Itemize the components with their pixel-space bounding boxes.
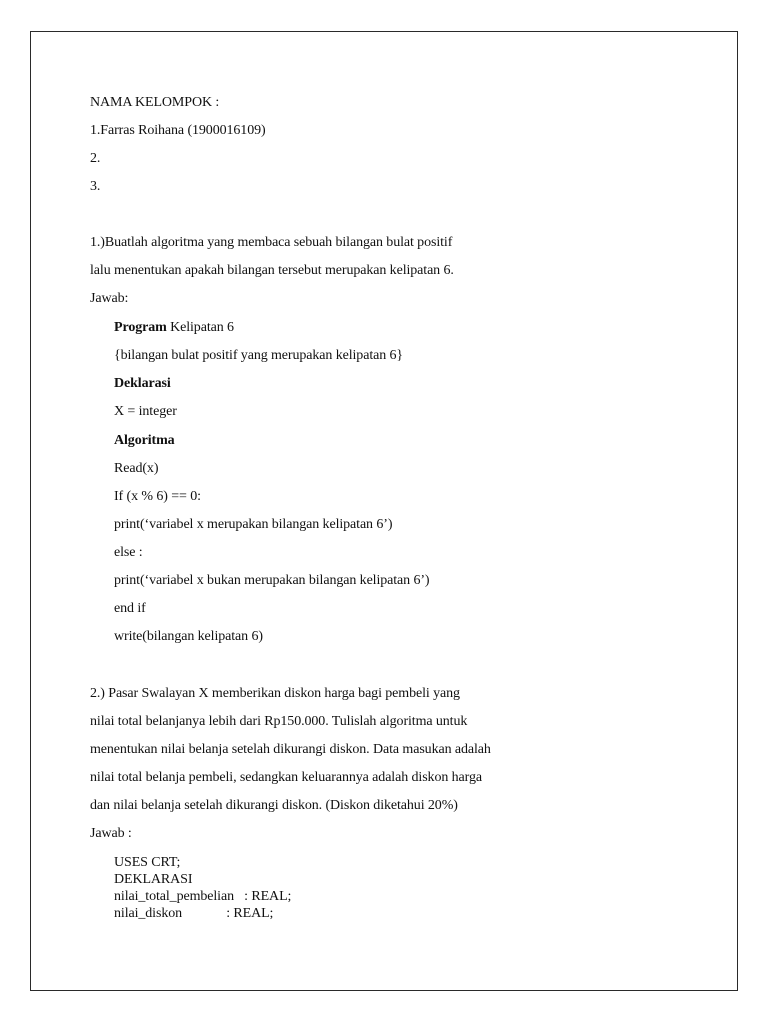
program-name: Kelipatan 6: [166, 320, 234, 335]
q1-code-line-4: else :: [114, 545, 143, 560]
q2-question-line-1: 2.) Pasar Swalayan X memberikan diskon harga bagi pembeli yang: [90, 686, 460, 701]
q1-code-line-5: print(‘variabel x bukan merupakan bilangan kelipatan 6’): [114, 573, 430, 588]
q1-program-line: [114, 319, 234, 337]
q2-question-line-5: dan nilai belanja setelah dikurangi diskon. (Diskon diketahui 20%): [90, 798, 458, 813]
q1-algoritma-heading: Algoritma: [114, 433, 175, 448]
member-2: 2.: [90, 151, 101, 166]
q1-question-line-2: lalu menentukan apakah bilangan tersebut merupakan kelipatan 6.: [90, 263, 454, 278]
q2-code-line-4: nilai_diskon : REAL;: [114, 906, 274, 921]
q1-answer-label: Jawab:: [90, 291, 129, 306]
q2-code-line-3: nilai_total_pembelian : REAL;: [114, 889, 292, 904]
document-page: [30, 31, 738, 991]
q1-deklarasi-heading: Deklarasi: [114, 376, 171, 391]
q2-question-line-2: nilai total belanjanya lebih dari Rp150.000. Tulislah algoritma untuk: [90, 714, 468, 729]
q2-code-line-1: USES CRT;: [114, 855, 181, 870]
q2-code-line-2: DEKLARASI: [114, 872, 193, 887]
q2-question-line-4: nilai total belanja pembeli, sedangkan keluarannya adalah diskon harga: [90, 770, 482, 785]
q1-code-line-3: print(‘variabel x merupakan bilangan kelipatan 6’): [114, 517, 393, 532]
member-3: 3.: [90, 179, 101, 194]
q1-declaration: X = integer: [114, 404, 177, 419]
q1-code-line-2: If (x % 6) == 0:: [114, 489, 201, 504]
q2-question-line-3: menentukan nilai belanja setelah dikurangi diskon. Data masukan adalah: [90, 742, 491, 757]
member-1: 1.Farras Roihana (1900016109): [90, 123, 266, 138]
q1-comment: {bilangan bulat positif yang merupakan kelipatan 6}: [114, 348, 404, 363]
group-title: NAMA KELOMPOK :: [90, 95, 220, 110]
q1-code-line-6: end if: [114, 601, 146, 616]
q1-question-line-1: 1.)Buatlah algoritma yang membaca sebuah bilangan bulat positif: [90, 235, 453, 250]
q1-code-line-1: Read(x): [114, 461, 159, 476]
q1-code-line-7: write(bilangan kelipatan 6): [114, 629, 263, 644]
q2-answer-label: Jawab :: [90, 826, 132, 841]
program-keyword: Program: [114, 320, 167, 335]
